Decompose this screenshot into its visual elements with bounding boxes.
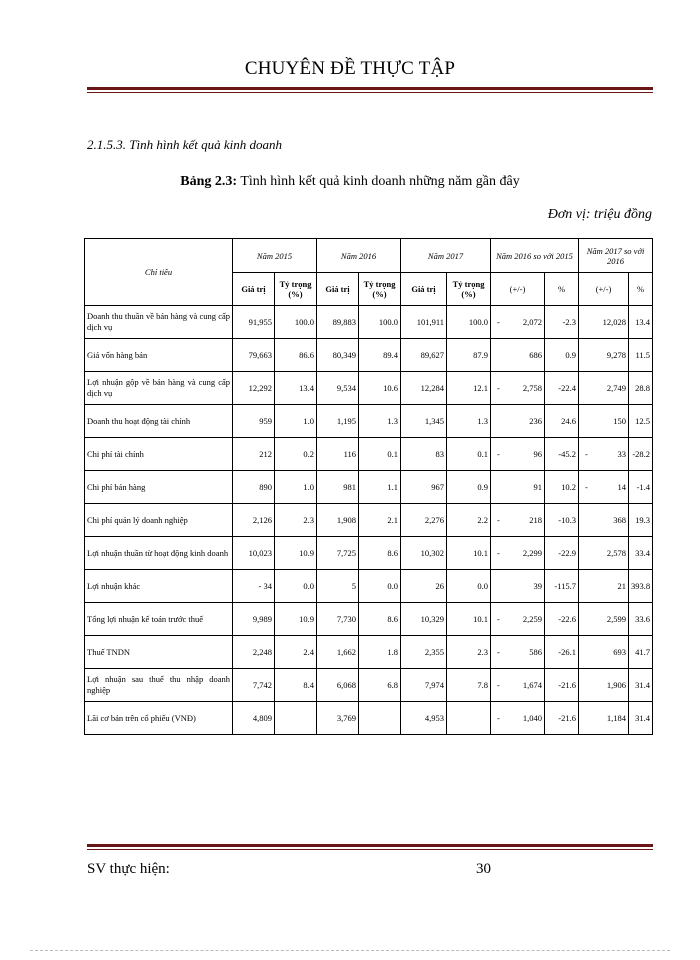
diff-sign: - bbox=[497, 515, 500, 525]
row-label: Chi phí quản lý doanh nghiệp bbox=[85, 504, 233, 537]
cell-pct-2016-2015: -21.6 bbox=[545, 669, 579, 702]
diff-sign: - bbox=[497, 614, 500, 624]
diff-value: 2,299 bbox=[522, 548, 542, 558]
cell-share-2016: 1.8 bbox=[359, 636, 401, 669]
cell-value-2016: 6,068 bbox=[317, 669, 359, 702]
diff-value: 39 bbox=[533, 581, 542, 591]
cell-value-2017: 12,284 bbox=[401, 372, 447, 405]
header-indicator: Chỉ tiêu bbox=[85, 239, 233, 306]
footer-rule-thick bbox=[87, 844, 653, 847]
cell-value-2015: 212 bbox=[233, 438, 275, 471]
cell-diff-2017-2016 bbox=[579, 669, 629, 702]
cell-pct-2016-2015: -2.3 bbox=[545, 306, 579, 339]
cell-share-2015: 2.4 bbox=[275, 636, 317, 669]
business-results-table bbox=[84, 238, 653, 735]
diff-value: 1,040 bbox=[522, 713, 542, 723]
cell-value-2016: 7,725 bbox=[317, 537, 359, 570]
table-row bbox=[85, 537, 653, 570]
cell-value-2015: - 34 bbox=[233, 570, 275, 603]
cell-diff-2017-2016 bbox=[579, 603, 629, 636]
cell-value-2017: 7,974 bbox=[401, 669, 447, 702]
diff-sign: - bbox=[497, 383, 500, 393]
header-rule-thick bbox=[87, 87, 653, 90]
cell-value-2016: 1,908 bbox=[317, 504, 359, 537]
table-row bbox=[85, 372, 653, 405]
subheader-share: Tỷ trọng (%) bbox=[447, 273, 491, 306]
diff-value: 1,674 bbox=[522, 680, 542, 690]
cell-value-2015: 9,989 bbox=[233, 603, 275, 636]
cell-share-2016: 10.6 bbox=[359, 372, 401, 405]
subheader-pct: % bbox=[629, 273, 653, 306]
table-title-label: Bảng 2.3: bbox=[180, 174, 238, 189]
cell-share-2017: 10.1 bbox=[447, 537, 491, 570]
row-label: Thuế TNDN bbox=[85, 636, 233, 669]
table-row bbox=[85, 306, 653, 339]
cell-value-2015: 4,809 bbox=[233, 702, 275, 735]
cell-pct-2017-2016: 13.4 bbox=[629, 306, 653, 339]
cell-value-2016: 5 bbox=[317, 570, 359, 603]
cell-value-2016: 9,534 bbox=[317, 372, 359, 405]
cell-pct-2017-2016: 28.8 bbox=[629, 372, 653, 405]
subheader-value: Giá trị bbox=[401, 273, 447, 306]
table-header-row bbox=[85, 239, 653, 273]
cell-diff-2016-2015 bbox=[491, 339, 545, 372]
subheader-diff: (+/-) bbox=[579, 273, 629, 306]
cell-share-2017 bbox=[447, 702, 491, 735]
cell-share-2017: 10.1 bbox=[447, 603, 491, 636]
cell-pct-2016-2015: -22.6 bbox=[545, 603, 579, 636]
cell-diff-2016-2015 bbox=[491, 669, 545, 702]
cell-share-2015: 1.0 bbox=[275, 405, 317, 438]
row-label: Lợi nhuận gộp về bán hàng và cung cấp dịch vụ bbox=[85, 372, 233, 405]
cell-share-2017: 2.2 bbox=[447, 504, 491, 537]
cell-value-2015: 91,955 bbox=[233, 306, 275, 339]
cell-value-2016: 89,883 bbox=[317, 306, 359, 339]
cell-share-2016: 8.6 bbox=[359, 537, 401, 570]
cell-value-2016: 3,769 bbox=[317, 702, 359, 735]
diff-value: 9,278 bbox=[606, 350, 627, 360]
cell-share-2015: 10.9 bbox=[275, 537, 317, 570]
diff-value: 236 bbox=[529, 416, 542, 426]
cell-value-2017: 10,329 bbox=[401, 603, 447, 636]
subheader-share: Tỷ trọng (%) bbox=[359, 273, 401, 306]
cell-share-2015: 13.4 bbox=[275, 372, 317, 405]
cell-value-2017: 1,345 bbox=[401, 405, 447, 438]
diff-sign: - bbox=[585, 482, 588, 492]
footer-student-label: SV thực hiện: bbox=[87, 861, 170, 877]
table-title-text: Tình hình kết quả kinh doanh những năm gần đây bbox=[240, 174, 520, 189]
cell-share-2016: 8.6 bbox=[359, 603, 401, 636]
cell-share-2016: 1.1 bbox=[359, 471, 401, 504]
cell-value-2017: 2,276 bbox=[401, 504, 447, 537]
header-year-2017: Năm 2017 bbox=[401, 239, 491, 273]
cell-pct-2017-2016: 33.4 bbox=[629, 537, 653, 570]
cell-value-2017: 10,302 bbox=[401, 537, 447, 570]
page-header-title: CHUYÊN ĐỀ THỰC TẬP bbox=[244, 58, 456, 79]
table-row bbox=[85, 702, 653, 735]
subheader-share: Tỷ trọng (%) bbox=[275, 273, 317, 306]
cell-diff-2017-2016 bbox=[579, 372, 629, 405]
row-label: Lãi cơ bản trên cổ phiếu (VNĐ) bbox=[85, 702, 233, 735]
cell-value-2016: 1,195 bbox=[317, 405, 359, 438]
cell-share-2017: 0.0 bbox=[447, 570, 491, 603]
cell-pct-2016-2015: -22.4 bbox=[545, 372, 579, 405]
header-year-2015: Năm 2015 bbox=[233, 239, 317, 273]
diff-value: 33 bbox=[617, 449, 627, 459]
diff-sign: - bbox=[497, 449, 500, 459]
cell-diff-2017-2016 bbox=[579, 636, 629, 669]
cell-diff-2017-2016 bbox=[579, 504, 629, 537]
cell-value-2017: 4,953 bbox=[401, 702, 447, 735]
diff-value: 150 bbox=[613, 416, 627, 426]
cell-value-2015: 79,663 bbox=[233, 339, 275, 372]
cell-share-2016: 2.1 bbox=[359, 504, 401, 537]
page-number: 30 bbox=[476, 861, 491, 877]
table-row bbox=[85, 405, 653, 438]
cell-value-2016: 80,349 bbox=[317, 339, 359, 372]
footer-rule-thin bbox=[87, 849, 653, 850]
cell-value-2016: 7,730 bbox=[317, 603, 359, 636]
cell-diff-2016-2015 bbox=[491, 405, 545, 438]
table-row bbox=[85, 504, 653, 537]
row-label: Chi phí bán hàng bbox=[85, 471, 233, 504]
diff-value: 2,259 bbox=[522, 614, 542, 624]
table-row bbox=[85, 636, 653, 669]
cell-diff-2016-2015 bbox=[491, 306, 545, 339]
cell-share-2015: 10.9 bbox=[275, 603, 317, 636]
cell-pct-2016-2015: 0.9 bbox=[545, 339, 579, 372]
cell-diff-2017-2016 bbox=[579, 306, 629, 339]
cell-share-2017: 0.1 bbox=[447, 438, 491, 471]
cell-diff-2016-2015 bbox=[491, 372, 545, 405]
cell-pct-2016-2015: 10.2 bbox=[545, 471, 579, 504]
table-row bbox=[85, 339, 653, 372]
cell-share-2016: 6.8 bbox=[359, 669, 401, 702]
cell-diff-2017-2016 bbox=[579, 339, 629, 372]
cell-value-2017: 101,911 bbox=[401, 306, 447, 339]
cell-diff-2017-2016 bbox=[579, 438, 629, 471]
cell-value-2016: 1,662 bbox=[317, 636, 359, 669]
cell-value-2015: 890 bbox=[233, 471, 275, 504]
row-label: Lợi nhuận khác bbox=[85, 570, 233, 603]
cell-diff-2017-2016 bbox=[579, 702, 629, 735]
cell-share-2015: 8.4 bbox=[275, 669, 317, 702]
table-row bbox=[85, 669, 653, 702]
table-row bbox=[85, 438, 653, 471]
row-label: Lợi nhuận thuần từ hoạt động kinh doanh bbox=[85, 537, 233, 570]
cell-value-2017: 83 bbox=[401, 438, 447, 471]
row-label: Doanh thu hoạt động tài chính bbox=[85, 405, 233, 438]
cell-share-2017: 100.0 bbox=[447, 306, 491, 339]
diff-value: 2,749 bbox=[606, 383, 627, 393]
diff-value: 14 bbox=[617, 482, 627, 492]
header-compare-2016-2015: Năm 2016 so với 2015 bbox=[491, 239, 579, 273]
diff-value: 2,578 bbox=[606, 548, 627, 558]
cell-share-2016: 0.1 bbox=[359, 438, 401, 471]
diff-value: 96 bbox=[533, 449, 542, 459]
diff-value: 1,184 bbox=[606, 713, 627, 723]
cell-pct-2016-2015: -10.3 bbox=[545, 504, 579, 537]
subheader-value: Giá trị bbox=[317, 273, 359, 306]
diff-value: 12,028 bbox=[602, 317, 627, 327]
header-year-2016: Năm 2016 bbox=[317, 239, 401, 273]
cell-diff-2017-2016 bbox=[579, 471, 629, 504]
diff-value: 368 bbox=[613, 515, 627, 525]
cell-pct-2017-2016: 31.4 bbox=[629, 669, 653, 702]
diff-value: 2,072 bbox=[522, 317, 542, 327]
cell-pct-2016-2015: -26.1 bbox=[545, 636, 579, 669]
diff-value: 586 bbox=[529, 647, 542, 657]
cell-value-2015: 959 bbox=[233, 405, 275, 438]
cell-share-2016: 1.3 bbox=[359, 405, 401, 438]
diff-value: 21 bbox=[617, 581, 627, 591]
diff-value: 686 bbox=[529, 350, 542, 360]
cell-value-2016: 981 bbox=[317, 471, 359, 504]
diff-sign: - bbox=[497, 647, 500, 657]
cell-pct-2017-2016: 41.7 bbox=[629, 636, 653, 669]
cell-value-2015: 2,248 bbox=[233, 636, 275, 669]
table-row bbox=[85, 471, 653, 504]
diff-value: 2,758 bbox=[522, 383, 542, 393]
diff-sign: - bbox=[497, 713, 500, 723]
cell-value-2015: 2,126 bbox=[233, 504, 275, 537]
cell-pct-2017-2016: -1.4 bbox=[629, 471, 653, 504]
cell-diff-2016-2015 bbox=[491, 603, 545, 636]
cell-share-2015 bbox=[275, 702, 317, 735]
cell-share-2015: 0.2 bbox=[275, 438, 317, 471]
subheader-value: Giá trị bbox=[233, 273, 275, 306]
cell-diff-2017-2016 bbox=[579, 537, 629, 570]
row-label: Tổng lợi nhuận kế toán trước thuế bbox=[85, 603, 233, 636]
cell-value-2015: 12,292 bbox=[233, 372, 275, 405]
cell-share-2015: 100.0 bbox=[275, 306, 317, 339]
row-label: Giá vốn hàng bán bbox=[85, 339, 233, 372]
diff-sign: - bbox=[497, 680, 500, 690]
page-edge-divider bbox=[30, 950, 670, 951]
diff-value: 218 bbox=[529, 515, 542, 525]
cell-share-2017: 87.9 bbox=[447, 339, 491, 372]
cell-diff-2016-2015 bbox=[491, 636, 545, 669]
cell-pct-2017-2016: -28.2 bbox=[629, 438, 653, 471]
diff-sign: - bbox=[585, 449, 588, 459]
unit-note: Đơn vị: triệu đồng bbox=[547, 207, 652, 222]
cell-value-2015: 10,023 bbox=[233, 537, 275, 570]
cell-diff-2016-2015 bbox=[491, 702, 545, 735]
cell-value-2015: 7,742 bbox=[233, 669, 275, 702]
cell-pct-2017-2016: 33.6 bbox=[629, 603, 653, 636]
cell-pct-2016-2015: 24.6 bbox=[545, 405, 579, 438]
cell-share-2016: 100.0 bbox=[359, 306, 401, 339]
diff-sign: - bbox=[497, 317, 500, 327]
cell-diff-2016-2015 bbox=[491, 504, 545, 537]
cell-pct-2017-2016: 31.4 bbox=[629, 702, 653, 735]
header-rule-thin bbox=[87, 92, 653, 93]
cell-diff-2017-2016 bbox=[579, 570, 629, 603]
cell-value-2017: 967 bbox=[401, 471, 447, 504]
cell-share-2017: 0.9 bbox=[447, 471, 491, 504]
cell-value-2016: 116 bbox=[317, 438, 359, 471]
cell-diff-2016-2015 bbox=[491, 471, 545, 504]
cell-share-2015: 86.6 bbox=[275, 339, 317, 372]
cell-value-2017: 89,627 bbox=[401, 339, 447, 372]
subheader-diff: (+/-) bbox=[491, 273, 545, 306]
section-heading: 2.1.5.3. Tình hình kết quả kinh doanh bbox=[87, 137, 282, 152]
cell-pct-2016-2015: -21.6 bbox=[545, 702, 579, 735]
cell-value-2017: 26 bbox=[401, 570, 447, 603]
table-title bbox=[0, 174, 700, 190]
cell-share-2016 bbox=[359, 702, 401, 735]
cell-share-2017: 12.1 bbox=[447, 372, 491, 405]
cell-share-2017: 1.3 bbox=[447, 405, 491, 438]
cell-diff-2016-2015 bbox=[491, 537, 545, 570]
cell-pct-2017-2016: 19.3 bbox=[629, 504, 653, 537]
diff-value: 693 bbox=[613, 647, 627, 657]
diff-value: 91 bbox=[533, 482, 542, 492]
row-label: Chi phí tài chính bbox=[85, 438, 233, 471]
cell-share-2016: 89.4 bbox=[359, 339, 401, 372]
cell-pct-2017-2016: 11.5 bbox=[629, 339, 653, 372]
diff-sign: - bbox=[497, 548, 500, 558]
cell-diff-2017-2016 bbox=[579, 405, 629, 438]
cell-value-2017: 2,355 bbox=[401, 636, 447, 669]
cell-pct-2016-2015: -45.2 bbox=[545, 438, 579, 471]
cell-pct-2016-2015: -115.7 bbox=[545, 570, 579, 603]
row-label: Lợi nhuận sau thuế thu nhập doanh nghiệp bbox=[85, 669, 233, 702]
cell-share-2017: 2.3 bbox=[447, 636, 491, 669]
cell-pct-2017-2016: 12.5 bbox=[629, 405, 653, 438]
cell-diff-2016-2015 bbox=[491, 570, 545, 603]
cell-share-2015: 1.0 bbox=[275, 471, 317, 504]
diff-value: 2,599 bbox=[606, 614, 627, 624]
cell-share-2015: 0.0 bbox=[275, 570, 317, 603]
cell-share-2016: 0.0 bbox=[359, 570, 401, 603]
table-row bbox=[85, 570, 653, 603]
diff-value: 1,906 bbox=[606, 680, 627, 690]
cell-share-2015: 2.3 bbox=[275, 504, 317, 537]
table-row bbox=[85, 603, 653, 636]
subheader-pct: % bbox=[545, 273, 579, 306]
cell-share-2017: 7.8 bbox=[447, 669, 491, 702]
cell-diff-2016-2015 bbox=[491, 438, 545, 471]
cell-pct-2017-2016: 393.8 bbox=[629, 570, 653, 603]
header-compare-2017-2016: Năm 2017 so với 2016 bbox=[579, 239, 653, 273]
cell-pct-2016-2015: -22.9 bbox=[545, 537, 579, 570]
row-label: Doanh thu thuần về bán hàng và cung cấp dịch vụ bbox=[85, 306, 233, 339]
